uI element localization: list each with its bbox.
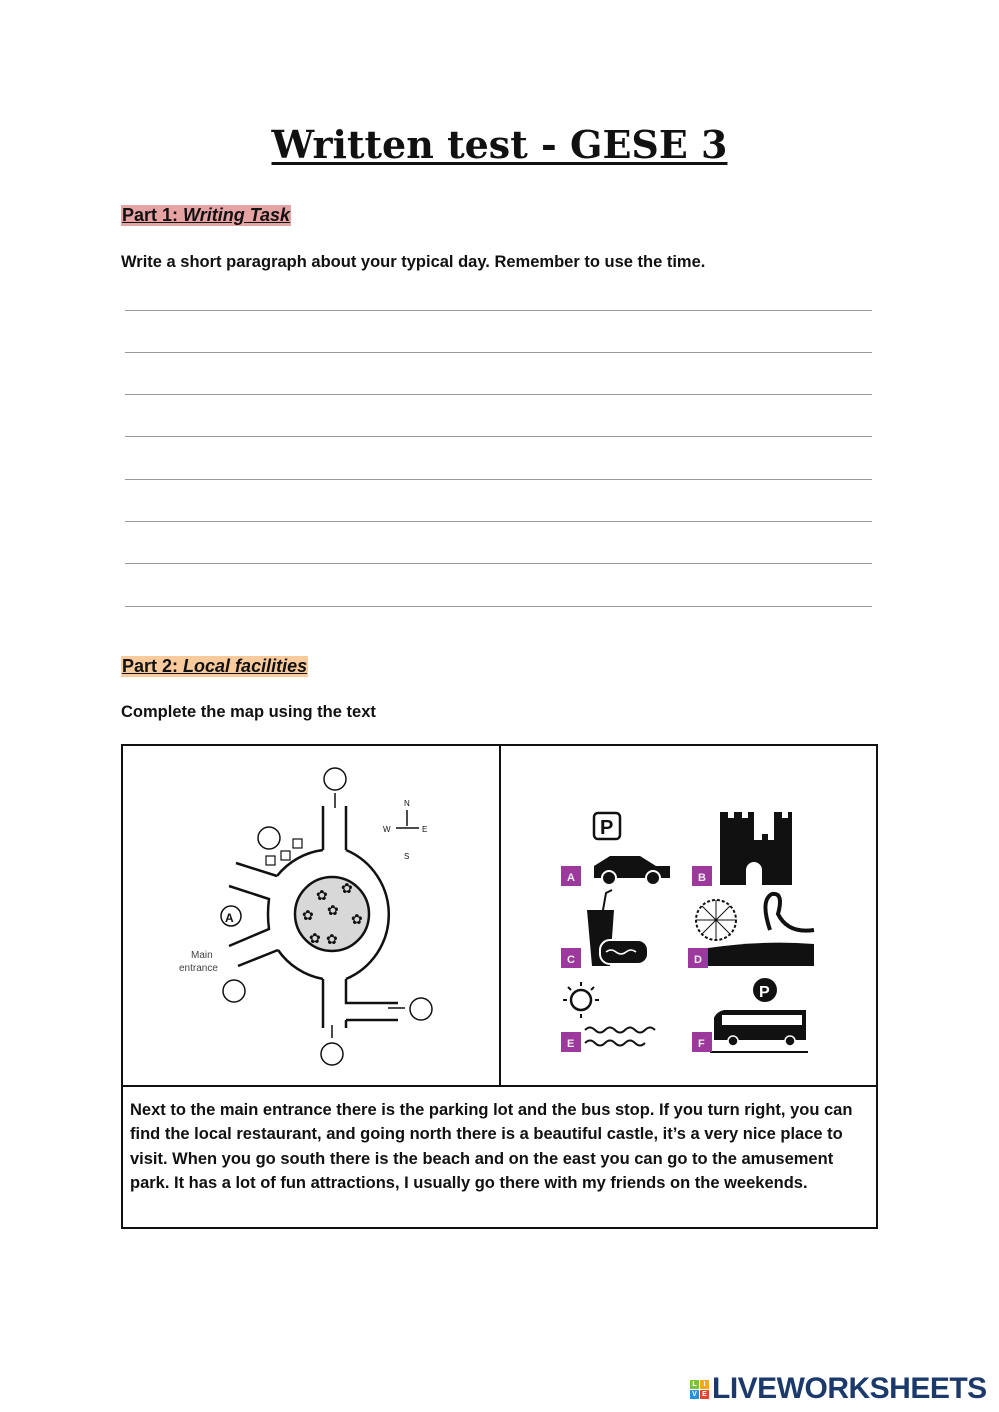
- svg-text:A: A: [567, 872, 575, 884]
- writing-line[interactable]: [125, 352, 872, 353]
- part1-instruction: Write a short paragraph about your typical day. Remember to use the time.: [121, 253, 706, 271]
- writing-line[interactable]: [125, 394, 872, 395]
- reading-passage: Next to the main entrance there is the parking lot and the bus stop. If you turn right, you can find the local restaurant, and going north there is a beautiful castle, it’s a very nice place to visit. When you go south there is the beach and on the east you can go to the amusement park. It has a lot of fun attractions, I usually go there with my friends on the weekends.: [130, 1101, 853, 1192]
- writing-line[interactable]: [125, 521, 872, 522]
- page-title: Written test - GESE 3: [271, 122, 728, 167]
- car-parking-icon: [594, 813, 670, 885]
- liveworksheets-logo: L I V E LIVEWORKSHEETS: [690, 1372, 987, 1406]
- svg-text:✿: ✿: [309, 930, 321, 946]
- svg-text:B: B: [698, 872, 706, 884]
- svg-text:Main: Main: [191, 950, 213, 961]
- logo-tiles: L I V E: [690, 1380, 709, 1399]
- writing-line[interactable]: [125, 310, 872, 311]
- svg-text:✿: ✿: [326, 931, 338, 947]
- svg-text:✿: ✿: [351, 911, 363, 927]
- part1-heading: Part 1: Writing Task: [122, 205, 291, 225]
- svg-text:S: S: [404, 852, 410, 861]
- svg-text:W: W: [383, 825, 391, 834]
- castle-icon: [720, 812, 792, 885]
- part2-instruction: Complete the map using the text: [121, 703, 376, 721]
- svg-text:C: C: [567, 954, 575, 966]
- svg-text:E: E: [567, 1038, 575, 1050]
- svg-text:D: D: [694, 954, 702, 966]
- svg-text:A: A: [225, 911, 234, 925]
- svg-text:✿: ✿: [316, 887, 328, 903]
- facility-pictures: [500, 746, 876, 1084]
- svg-text:✿: ✿: [302, 907, 314, 923]
- svg-text:✿: ✿: [341, 880, 353, 896]
- bus-stop-icon: [710, 978, 808, 1052]
- amusement-park-icon: [696, 894, 814, 966]
- writing-line[interactable]: [125, 606, 872, 607]
- fast-food-icon: [587, 890, 648, 966]
- writing-line[interactable]: [125, 479, 872, 480]
- svg-text:entrance: entrance: [179, 963, 218, 974]
- part2-heading: Part 2: Local facilities: [122, 656, 308, 676]
- svg-text:✿: ✿: [327, 902, 339, 918]
- roundabout-map: [123, 746, 499, 1084]
- svg-text:E: E: [422, 825, 428, 834]
- map-table: [121, 744, 878, 1229]
- svg-text:F: F: [698, 1038, 705, 1050]
- svg-text:N: N: [404, 799, 410, 808]
- svg-text:P: P: [759, 984, 770, 1001]
- writing-line[interactable]: [125, 563, 872, 564]
- svg-text:P: P: [600, 817, 614, 839]
- writing-line[interactable]: [125, 436, 872, 437]
